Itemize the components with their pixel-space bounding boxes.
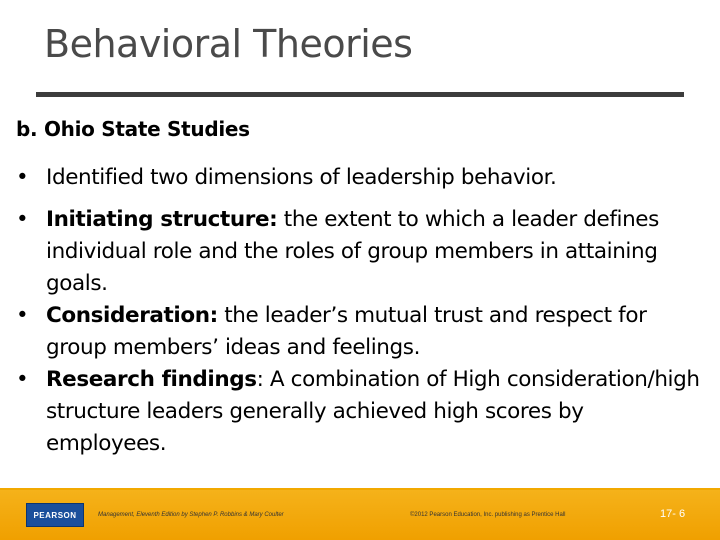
title-divider (36, 92, 684, 97)
page-number: 17- 6 (660, 508, 686, 520)
bullet-text: the leader’s mutual trust and respect for group members’ ideas and feelings. (46, 303, 647, 360)
pearson-logo: PEARSON (26, 503, 84, 527)
bullet-item (16, 204, 706, 300)
bullet-marker: • (16, 367, 29, 392)
slide-footer (0, 490, 720, 540)
bullet-item (16, 364, 706, 460)
section-subheading: b. Ohio State Studies (16, 117, 250, 141)
bullet-list (16, 162, 706, 460)
slide-title: Behavioral Theories (44, 22, 413, 66)
bullet-marker: • (16, 303, 29, 328)
bullet-term: Initiating structure: (46, 207, 278, 232)
bullet-marker: • (16, 165, 29, 190)
book-credit: Management, Eleventh Edition by Stephen P. Robbins & Mary Coulter (98, 512, 284, 518)
bullet-text: : A combination of High consideration/high structure leaders generally achieved high scores by employees. (46, 367, 700, 456)
bullet-item (16, 300, 706, 364)
bullet-term: Consideration: (46, 303, 218, 328)
bullet-term: Research findings (46, 367, 257, 392)
bullet-marker: • (16, 207, 29, 232)
bullet-text: Identified two dimensions of leadership behavior. (46, 165, 557, 190)
copyright-notice: ©2012 Pearson Education, Inc. publishing as Prentice Hall (410, 512, 566, 518)
bullet-text: the extent to which a leader defines individual role and the roles of group members in attaining goals. (46, 207, 659, 296)
bullet-item (16, 162, 706, 194)
